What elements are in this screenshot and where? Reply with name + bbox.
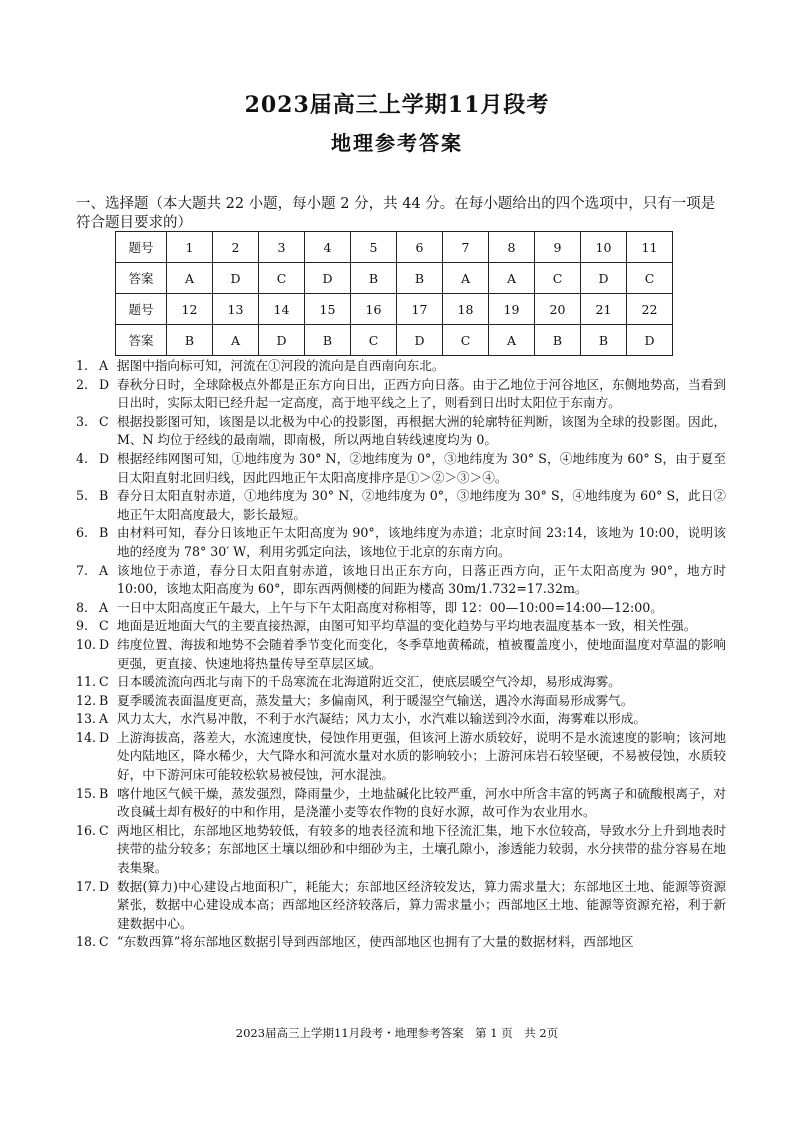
table-cell: B: [397, 263, 443, 294]
explanation-item: [76, 822, 726, 878]
table-cell: 4: [305, 232, 351, 263]
item-number: 5.: [76, 488, 89, 504]
table-cell: 12: [167, 294, 213, 325]
item-answer: C: [99, 413, 109, 429]
item-answer: A: [99, 711, 109, 727]
item-number: 6.: [76, 525, 89, 541]
explanation-item: [76, 785, 726, 822]
table-cell: 11: [627, 232, 673, 263]
table-cell: 19: [489, 294, 535, 325]
explanation-item: [76, 524, 726, 561]
table-cell: 7: [443, 232, 489, 263]
item-answer: C: [99, 934, 109, 950]
item-text: 两地区相比，东部地区地势较低，有较多的地表径流和地下径流汇集，地下水位较高，导致水分上升到地表时挟带的盐分较多；东部地区土壤以细砂和中细砂为主，土壤孔隙小，渗透能力较弱，水分挟带的盐分容易在地表集聚。: [117, 822, 726, 876]
item-answer: D: [99, 636, 110, 652]
item-answer: D: [99, 450, 110, 466]
table-cell: D: [259, 325, 305, 356]
item-number: 18.: [76, 934, 97, 950]
section-heading: 一、选择题（本大题共 22 小题，每小题 2 分，共 44 分。在每小题给出的四个选项中，只有一项是符合题目要求的）: [76, 196, 716, 231]
explanation-item: [76, 562, 726, 599]
item-number: 16.: [76, 822, 97, 838]
item-text: 夏季暖流表面温度更高，蒸发量大；多偏南风，利于暖湿空气输送，遇冷水海面易形成雾气。: [117, 692, 634, 708]
table-cell: 15: [305, 294, 351, 325]
answer-table: [115, 231, 673, 356]
item-answer: B: [99, 488, 109, 504]
item-number: 1.: [76, 358, 89, 373]
row-header-cell: 答案: [116, 325, 167, 356]
table-cell: D: [397, 325, 443, 356]
table-cell: 20: [535, 294, 581, 325]
item-text: 数据(算力)中心建设占地面积广，耗能大；东部地区经济较发达，算力需求量大；东部地区土地、能源等资源紧张，数据中心建设成本高；西部地区经济较落后，算力需求量小；西部地区土地、能源等资源充裕，利于新建数据中心。: [117, 878, 726, 931]
explanation-item: [76, 376, 726, 413]
item-number: 14.: [76, 729, 97, 745]
table-cell: A: [489, 263, 535, 294]
item-text: 喀什地区气候干燥，蒸发强烈，降雨量少，土地盐碱化比较严重，河水中所含丰富的钙离子和硫酸根离子，对改良碱土却有极好的中和作用，是浇灌小麦等农作物的良好水源，故可作为农业用水。: [117, 785, 726, 820]
table-cell: C: [259, 263, 305, 294]
table-cell: B: [581, 325, 627, 356]
table-cell: D: [305, 263, 351, 294]
item-number: 11.: [76, 674, 97, 690]
table-row: [116, 232, 673, 263]
explanation-item: [76, 673, 726, 692]
row-header-cell: 题号: [116, 232, 167, 263]
item-text: 该地位于赤道，春分日太阳直射赤道，该地日出正东方向，日落正西方向，正午太阳高度为 90°，地方时 10:00，该地太阳高度为 60°，即东西两侧楼的间距为楼高 30m/1.732=17.32m。: [117, 562, 726, 597]
explanation-item: [76, 357, 726, 376]
explanation-item: [76, 413, 726, 450]
item-answer: C: [99, 618, 109, 634]
table-cell: D: [213, 263, 259, 294]
item-number: 3.: [76, 413, 89, 429]
table-cell: C: [535, 263, 581, 294]
page-footer: 2023届高三上学期11月段考・地理参考答案 第 1 页 共 2页: [235, 1026, 559, 1040]
table-cell: 18: [443, 294, 489, 325]
table-cell: 21: [581, 294, 627, 325]
item-number: 13.: [76, 711, 97, 727]
item-answer: B: [99, 525, 109, 541]
explanation-item: [76, 933, 726, 952]
item-number: 4.: [76, 450, 89, 466]
table-cell: B: [351, 263, 397, 294]
item-text: 根据投影图可知，该图是以北极为中心的投影图，再根据大洲的轮廓特征判断，该图为全球的投影图。因此，M、N 均位于经线的最南端，即南极，所以两地自转线速度均为 0。: [117, 413, 726, 448]
item-answer: C: [99, 674, 109, 690]
table-row: [116, 294, 673, 325]
item-number: 9.: [76, 618, 89, 634]
item-text: 据图中指向标可知，河流在①河段的流向是自西南向东北。: [117, 358, 445, 373]
table-cell: A: [167, 263, 213, 294]
item-text: 上游海拔高，落差大，水流速度快，侵蚀作用更强，但该河上游水质较好，说明不是水流速度的影响；该河地处内陆地区，降水稀少，大气降水和河流水量对水质的影响较小；上游河床岩石较坚硬，不易被侵蚀，水质较好，中下游河床可能较松软易被侵蚀，河水混浊。: [117, 729, 726, 783]
table-cell: 17: [397, 294, 443, 325]
item-number: 12.: [76, 692, 97, 708]
table-cell: C: [627, 263, 673, 294]
row-header-cell: 题号: [116, 294, 167, 325]
row-header-cell: 答案: [116, 263, 167, 294]
table-cell: B: [305, 325, 351, 356]
table-cell: B: [535, 325, 581, 356]
item-answer: A: [99, 562, 109, 578]
item-answer: D: [99, 376, 110, 392]
table-cell: 22: [627, 294, 673, 325]
table-cell: D: [581, 263, 627, 294]
explanation-item: [76, 636, 726, 673]
explanation-item: [76, 487, 726, 524]
table-cell: D: [627, 325, 673, 356]
explanation-item: [76, 617, 726, 636]
table-cell: C: [351, 325, 397, 356]
explanation-item: [76, 878, 726, 934]
table-cell: B: [167, 325, 213, 356]
table-cell: 3: [259, 232, 305, 263]
table-cell: 2: [213, 232, 259, 263]
explanation-item: [76, 729, 726, 785]
item-number: 17.: [76, 878, 97, 894]
table-cell: 1: [167, 232, 213, 263]
explanation-item: [76, 710, 726, 729]
item-text: 地面是近地面大气的主要直接热源，由图可知平均草温的变化趋势与平均地表温度基本一致，相关性强。: [117, 618, 697, 634]
item-answer: A: [99, 358, 109, 373]
item-text: 根据经纬网图可知，①地纬度为 30° N，②地纬度为 0°，③地纬度为 30° S，④地纬度为 60° S，由于夏至日太阳直射北回归线，因此四地正午太阳高度排序是①＞②＞③＞④。: [117, 450, 726, 485]
table-cell: 13: [213, 294, 259, 325]
table-row: [116, 325, 673, 356]
item-text: 日本暖流流向西北与南下的千岛寒流在北海道附近交汇，使底层暖空气冷却，易形成海雾。: [117, 674, 621, 690]
page-title: 2023届高三上学期11月段考: [244, 92, 550, 118]
table-cell: A: [213, 325, 259, 356]
item-answer: A: [99, 599, 109, 615]
item-text: 春分日太阳直射赤道，①地纬度为 30° N，②地纬度为 0°，③地纬度为 30° S，④地纬度为 60° S，此日②地正午太阳高度最大，影长最短。: [117, 488, 726, 522]
table-cell: 16: [351, 294, 397, 325]
item-answer: C: [99, 822, 109, 838]
explanation-item: [76, 692, 726, 711]
explanation-item: [76, 450, 726, 487]
item-text: 由材料可知，春分日该地正午太阳高度为 90°，该地纬度为赤道；北京时间 23:14，该地为 10:00，说明该地的经度为 78° 30′ W，利用劣弧定向法，该地位于北京的东南方向。: [117, 525, 726, 559]
item-answer: D: [99, 878, 110, 894]
item-number: 15.: [76, 785, 97, 801]
table-cell: A: [443, 263, 489, 294]
item-number: 8.: [76, 599, 89, 615]
item-text: “东数西算”将东部地区数据引导到西部地区，使西部地区也拥有了大量的数据材料，西部地区: [117, 934, 634, 950]
item-answer: D: [99, 729, 110, 745]
item-text: 春秋分日时，全球除极点外都是正东方向日出，正西方向日落。由于乙地位于河谷地区，东侧地势高，当看到日出时，实际太阳已经升起一定高度，高于地平线之上了，则看到日出时太阳位于东南方。: [117, 376, 726, 411]
table-cell: A: [489, 325, 535, 356]
item-text: 纬度位置、海拔和地势不会随着季节变化而变化，冬季草地黄稀疏，植被覆盖度小，使地面温度对草温的影响更强，更直接、快速地将热量传导至草层区域。: [117, 636, 726, 671]
explanation-list: [76, 357, 726, 952]
item-number: 7.: [76, 562, 89, 578]
explanation-item: [76, 599, 726, 618]
table-row: [116, 263, 673, 294]
item-number: 2.: [76, 376, 89, 392]
table-cell: 8: [489, 232, 535, 263]
item-text: 风力太大，水汽易冲散，不利于水汽凝结；风力太小，水汽难以输送到冷水面，海雾难以形成。: [117, 711, 646, 727]
table-cell: 10: [581, 232, 627, 263]
item-answer: B: [99, 692, 109, 708]
item-number: 10.: [76, 636, 97, 652]
table-cell: 6: [397, 232, 443, 263]
table-cell: 14: [259, 294, 305, 325]
item-text: 一日中太阳高度正午最大，上午与下午太阳高度对称相等，即 12：00—10:00=14:00—12:00。: [117, 599, 663, 615]
table-cell: 9: [535, 232, 581, 263]
page-subtitle: 地理参考答案: [331, 131, 463, 155]
table-cell: 5: [351, 232, 397, 263]
item-answer: B: [99, 785, 109, 801]
table-cell: C: [443, 325, 489, 356]
